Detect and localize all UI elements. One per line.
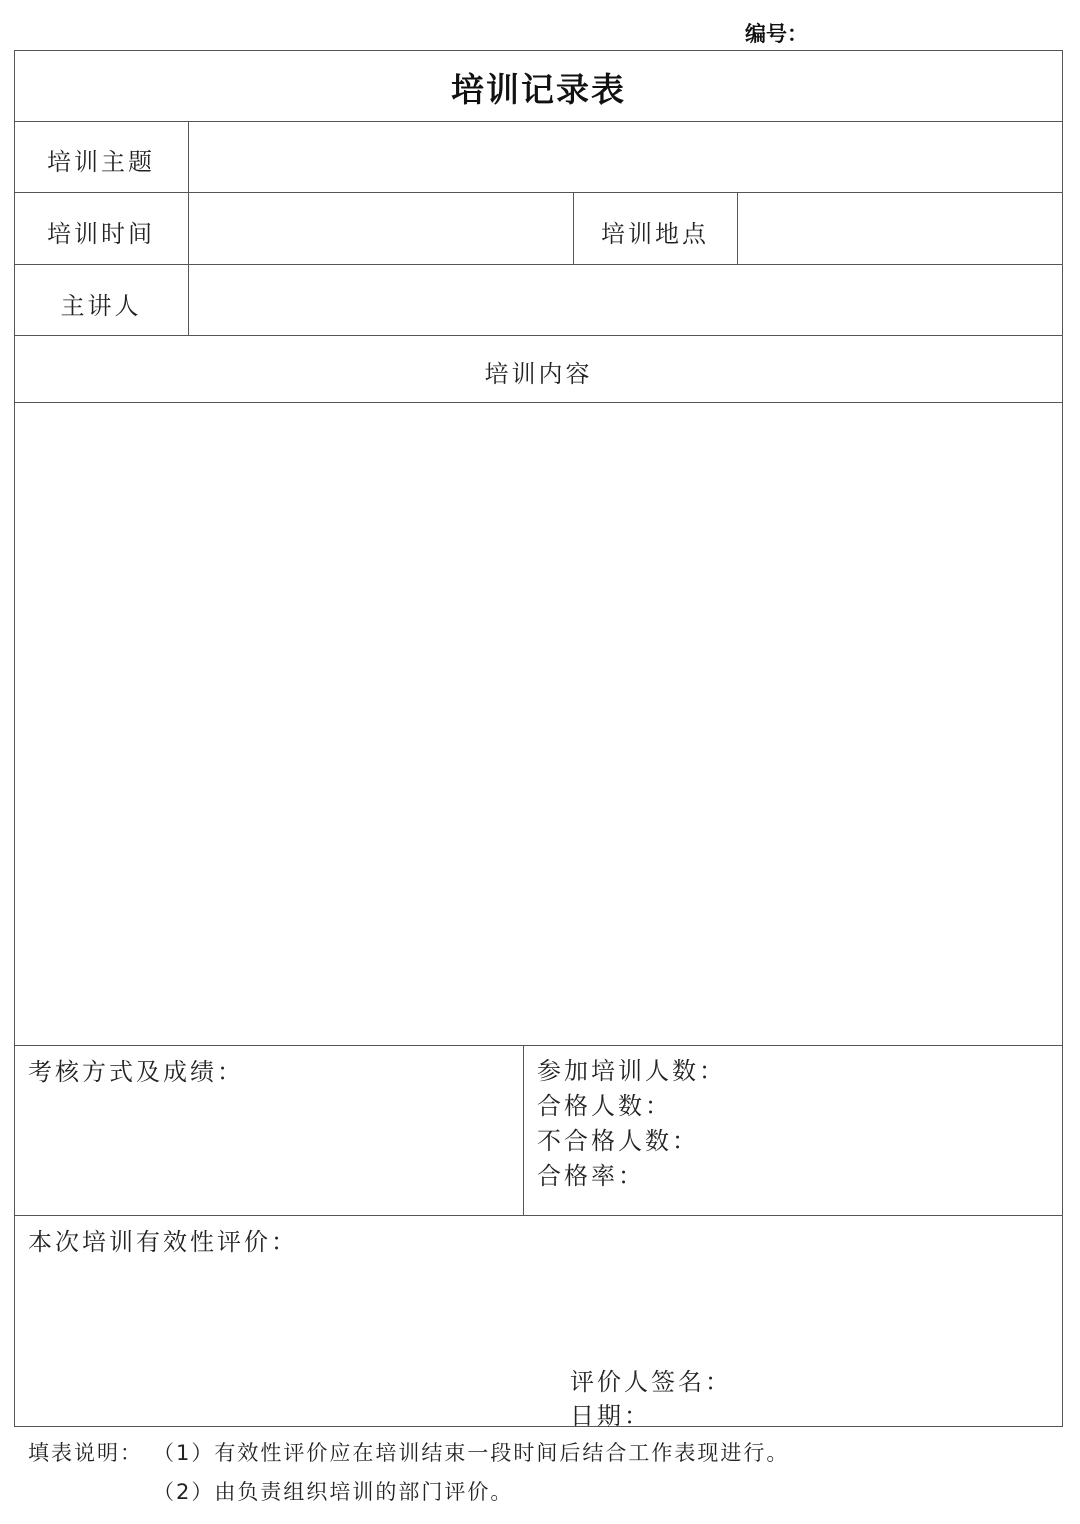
row-divider-time <box>14 264 1063 265</box>
passed-label: 合格人数： <box>537 1092 672 1120</box>
topic-label: 培训主题 <box>47 148 155 176</box>
row-divider-title <box>14 121 1063 122</box>
notes-heading: 填表说明： <box>28 1441 143 1465</box>
content-label: 培训内容 <box>484 360 593 388</box>
date-label: 日期： <box>570 1402 651 1430</box>
participants-label: 参加培训人数： <box>537 1057 726 1085</box>
col-divider-assessment-stats <box>523 1045 524 1215</box>
row-divider-speaker <box>14 335 1063 336</box>
topic-field[interactable] <box>190 123 1062 191</box>
failed-label: 不合格人数： <box>537 1127 699 1155</box>
location-label: 培训地点 <box>601 220 709 248</box>
form-title: 培训记录表 <box>451 70 626 109</box>
speaker-field[interactable] <box>190 266 1062 334</box>
assessment-field[interactable] <box>16 1090 522 1214</box>
content-field[interactable] <box>16 404 1062 1044</box>
pass-rate-label: 合格率： <box>537 1162 645 1190</box>
speaker-label: 主讲人 <box>60 292 142 320</box>
row-divider-assessment <box>14 1215 1063 1216</box>
time-field[interactable] <box>190 194 572 263</box>
note-item-2: （2）由负责组织培训的部门评价。 <box>153 1480 514 1504</box>
assessment-label: 考核方式及成绩： <box>28 1058 244 1086</box>
note-item-1: （1）有效性评价应在培训结束一段时间后结合工作表现进行。 <box>153 1441 790 1465</box>
evaluation-field[interactable] <box>16 1260 1062 1360</box>
row-divider-content-header <box>14 402 1063 403</box>
location-field[interactable] <box>739 194 1062 263</box>
row-divider-topic <box>14 192 1063 193</box>
col-divider-location-value <box>737 192 738 264</box>
signature-label: 评价人签名： <box>570 1368 732 1396</box>
document-number-label: 编号： <box>745 22 808 46</box>
row-divider-content-body <box>14 1045 1063 1046</box>
time-label: 培训时间 <box>47 220 155 248</box>
col-divider-label <box>188 121 189 335</box>
evaluation-label: 本次培训有效性评价： <box>28 1228 298 1256</box>
